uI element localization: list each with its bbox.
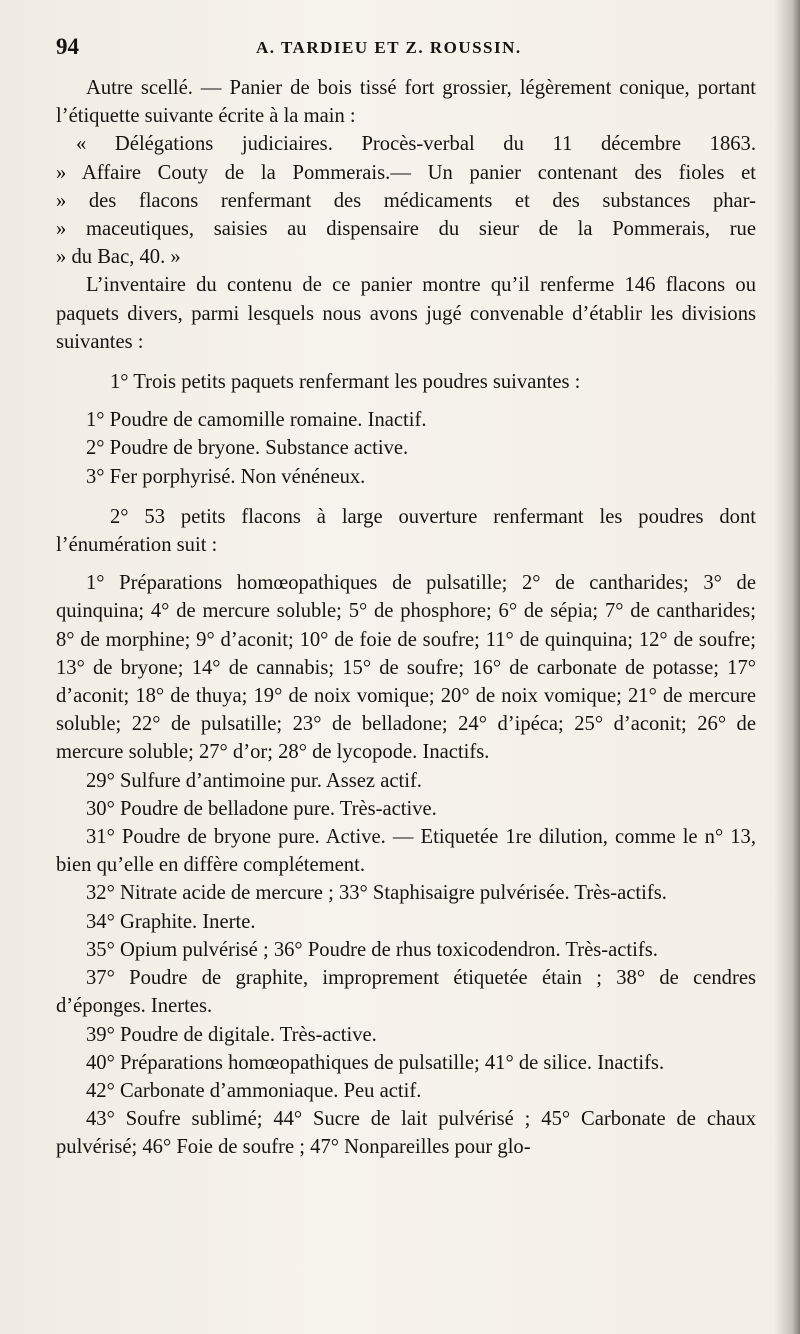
list-item: 1° Préparations homœopathiques de pulsatille; 2° de cantharides; 3° de quinquina; 4° de mercure soluble; 5° de phosphore; 6° de sépia; 7° de cantharides; 8° de morphine; 9° d’aconit; 10° de foie de soufre; 11° de quinquina; 12° de soufre; 13° de bryone; 14° de cannabis; 15° de soufre; 16° de carbonate de potasse; 17° d’aconit; 18° de thuya; 19° de noix vomique; 20° de noix vomique; 21° de mercure soluble; 22° de pulsatille; 23° de belladone; 24° d’ipéca; 25° d’aconit; 26° de mercure soluble; 27° d’or; 28° de lycopode. Inactifs. xyxy=(56,572,756,764)
list-item: 39° Poudre de digitale. Très-active. xyxy=(86,1023,377,1046)
quote-line-2: » Affaire Couty de la Pommerais.— Un panier contenant des fioles et xyxy=(56,161,756,184)
section-heading-2: 2° 53 petits flacons à large ouverture renfermant les poudres dont l’énumération suit : xyxy=(56,505,756,557)
list-item: 29° Sulfure d’antimoine pur. Assez actif. xyxy=(86,769,422,792)
list-item: 37° Poudre de graphite, improprement étiquetée étain ; 38° de cendres d’éponges. Inertes. xyxy=(56,967,756,1018)
list-item: 31° Poudre de bryone pure. Active. — Etiquetée 1re dilution, comme le n° 13, bien qu’elle en diffère complétement. xyxy=(56,826,756,877)
body-text xyxy=(56,74,756,1162)
page-header xyxy=(56,34,756,74)
list-item: 2° Poudre de bryone. Substance active. xyxy=(86,437,409,460)
list-item: 34° Graphite. Inerte. xyxy=(86,910,256,933)
paragraph-inventaire: L’inventaire du contenu de ce panier montre qu’il renferme 146 flacons ou paquets divers, parmi lesquels nous avons jugé convenable d’établir les divisions suivantes : xyxy=(56,274,756,353)
list-item: 40° Préparations homœopathiques de pulsatille; 41° de silice. Inactifs. xyxy=(86,1051,665,1074)
list-item: 43° Soufre sublimé; 44° Sucre de lait pulvérisé ; 45° Carbonate de chaux pulvérisé; 46° Foie de soufre ; 47° Nonpareilles pour glo- xyxy=(56,1108,756,1159)
quote-line-4: » maceutiques, saisies au dispensaire du sieur de la Pommerais, rue xyxy=(56,218,756,241)
paragraph-autre-scelle: Autre scellé. — Panier de bois tissé fort grossier, légèrement conique, portant l’étiquette suivante écrite à la main : xyxy=(56,77,756,128)
page-edge-shadow xyxy=(774,0,800,1334)
list-item: 42° Carbonate d’ammoniaque. Peu actif. xyxy=(86,1079,422,1102)
quote-line-1: « Délégations judiciaires. Procès-verbal du 11 décembre 1863. xyxy=(76,133,756,156)
list-item: 35° Opium pulvérisé ; 36° Poudre de rhus toxicodendron. Très-actifs. xyxy=(86,938,658,961)
list-item: 30° Poudre de belladone pure. Très-active. xyxy=(86,797,437,820)
section-heading-1: 1° Trois petits paquets renfermant les poudres suivantes : xyxy=(110,371,581,394)
page-number: 94 xyxy=(56,34,79,59)
list-item: 32° Nitrate acide de mercure ; 33° Staphisaigre pulvérisée. Très-actifs. xyxy=(86,882,667,905)
list-item: 3° Fer porphyrisé. Non vénéneux. xyxy=(86,465,366,488)
quote-line-5: » du Bac, 40. » xyxy=(56,246,181,269)
running-title: A. TARDIEU ET Z. ROUSSIN. xyxy=(256,38,522,57)
list-item: 1° Poudre de camomille romaine. Inactif. xyxy=(86,409,427,432)
quote-line-3: » des flacons renfermant des médicaments et des substances phar- xyxy=(56,189,756,212)
